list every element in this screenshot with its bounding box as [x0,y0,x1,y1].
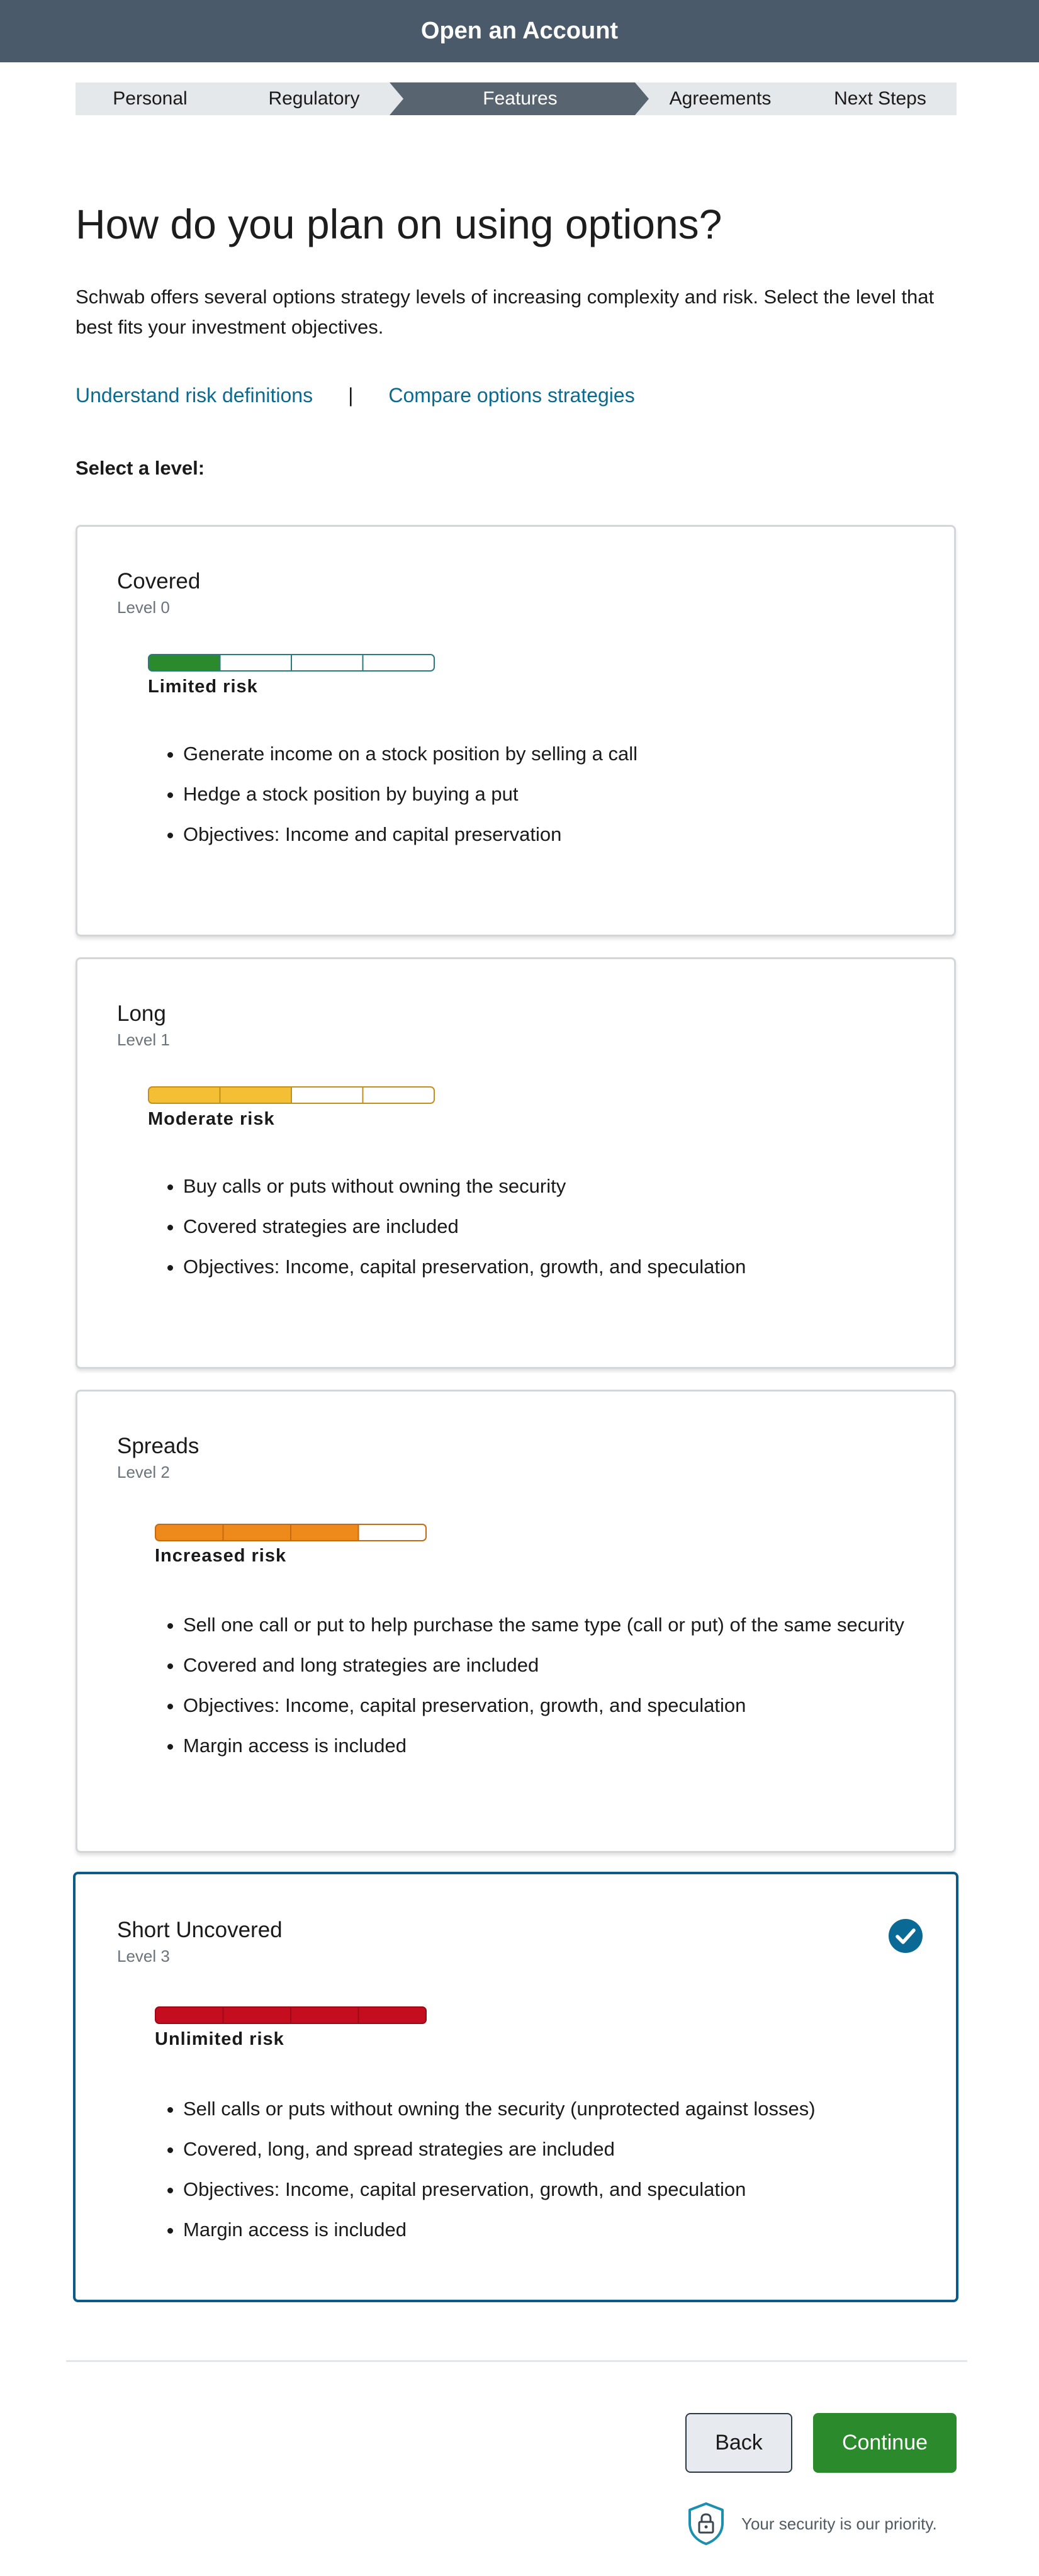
link-separator: | [348,384,354,407]
step-regulatory: Regulatory [268,88,360,109]
feature-item: • Buy calls or puts without owning the security [183,1171,907,1201]
risk-label: Unlimited risk [155,2029,284,2049]
level-number: Level 1 [117,1030,170,1049]
feature-item: • Sell one call or put to help purchase the same type (call or put) of the same security [183,1610,907,1640]
level-title: Short Uncovered [117,1918,283,1942]
level-title: Spreads [117,1434,199,1458]
level-card-covered[interactable] [76,525,956,936]
level-number: Level 2 [117,1463,170,1482]
header-title: Open an Account [420,18,619,44]
risk-label: Limited risk [148,677,258,697]
feature-item: • Objectives: Income and capital preservation [183,819,907,850]
feature-item: • Generate income on a stock position by selling a call [183,739,907,769]
risk-segment-filled [149,1087,220,1103]
risk-meter [148,654,435,672]
level-features-list [147,1171,907,1292]
risk-segment-filled [223,2007,291,2023]
feature-item: • Objectives: Income, capital preservation, growth, and speculation [183,1252,907,1282]
risk-label: Increased risk [155,1546,287,1566]
step-features: Features [483,88,558,109]
risk-segment-filled [155,1524,223,1541]
level-title: Long [117,1001,166,1026]
feature-item: • Margin access is included [183,1731,907,1761]
risk-segment-filled [149,655,220,671]
level-card-short-uncovered[interactable] [73,1872,958,2302]
intro-text: Schwab offers several options strategy levels of increasing complexity and risk. Select the level that best fits your investment objectives. [76,286,935,338]
back-button[interactable]: Back [685,2413,792,2473]
level-number: Level 3 [117,1947,170,1966]
select-level-label: Select a level: [76,457,205,479]
risk-segment-filled [155,2007,223,2023]
level-features-list [147,2094,907,2255]
understand-risk-link[interactable]: Understand risk definitions [76,384,313,407]
check-circle-icon [888,1918,923,1954]
level-number: Level 0 [117,598,170,617]
level-title: Covered [117,569,201,593]
risk-meter [155,2006,442,2024]
lock-shield-icon [686,2502,726,2546]
risk-segment-filled [291,1524,359,1541]
level-features-list [147,739,907,860]
risk-segment-filled [220,1087,292,1103]
feature-item: • Objectives: Income, capital preservation, growth, and speculation [183,1690,907,1721]
page-title: How do you plan on using options? [76,201,722,247]
feature-item: • Covered and long strategies are included [183,1650,907,1680]
header-bar [0,0,1039,62]
level-card-long[interactable] [76,957,956,1369]
footer-divider [66,2360,967,2362]
compare-strategies-link[interactable]: Compare options strategies [388,384,635,407]
feature-item: • Covered strategies are included [183,1212,907,1242]
help-links [76,384,635,407]
step-agreements: Agreements [669,88,772,109]
continue-button[interactable]: Continue [813,2413,957,2473]
level-features-list [147,1610,907,1771]
risk-meter [148,1086,435,1104]
feature-item: • Margin access is included [183,2215,907,2245]
step-personal: Personal [113,88,188,109]
feature-item: • Hedge a stock position by buying a put [183,779,907,809]
level-card-spreads[interactable] [76,1390,956,1853]
risk-label: Moderate risk [148,1109,275,1129]
feature-item: • Sell calls or puts without owning the security (unprotected against losses) [183,2094,907,2124]
step-next-steps: Next Steps [834,88,926,109]
feature-item: • Covered, long, and spread strategies are included [183,2134,907,2164]
progress-steps [76,82,957,115]
security-note [686,2502,937,2546]
risk-meter [155,1524,442,1541]
risk-segment-filled [291,2007,359,2023]
security-text: Your security is our priority. [741,2514,937,2533]
risk-segment-filled [223,1524,291,1541]
feature-item: • Objectives: Income, capital preservation, growth, and speculation [183,2174,907,2205]
risk-segment-filled [359,2007,427,2023]
